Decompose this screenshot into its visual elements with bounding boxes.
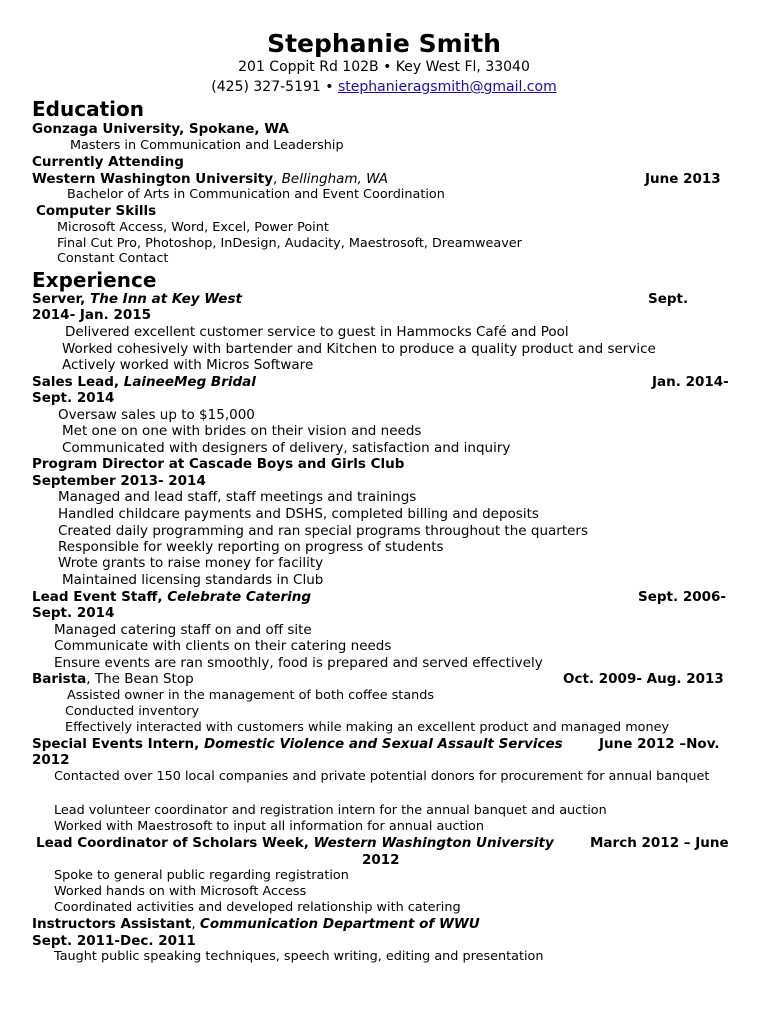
job-title: Program Director at Cascade Boys and Girls Club	[32, 456, 405, 472]
job-org: Celebrate Catering	[167, 589, 312, 605]
job-title-line	[32, 918, 480, 932]
job-bullet: Responsible for weekly reporting on progress of students	[58, 539, 444, 555]
job-title: Instructors Assistant	[32, 916, 192, 932]
job-bullet: Ensure events are ran smoothly, food is prepared and served effectively	[54, 655, 543, 671]
job-bullet: Assisted owner in the management of both coffee stands	[67, 688, 435, 703]
job-org-sep: ,	[191, 916, 200, 932]
job-title: Server,	[32, 291, 90, 307]
job-bullet: Communicate with clients on their catering needs	[54, 638, 392, 654]
job-date-cont: 2014- Jan. 2015	[32, 307, 152, 323]
job-date-cont: 2012	[32, 752, 70, 768]
phone-email-line	[0, 80, 768, 94]
address-line: 201 Coppit Rd 102B • Key West Fl, 33040	[238, 59, 530, 75]
job-date: Sept. 2006-	[638, 589, 727, 605]
job-date-cont: Sept. 2014	[32, 390, 115, 406]
skills-heading: Computer Skills	[36, 203, 157, 219]
education-heading: Education	[32, 97, 144, 121]
job-title: Sales Lead,	[32, 374, 124, 390]
job-bullet: Conducted inventory	[65, 704, 200, 719]
wwu-school-line	[32, 173, 388, 187]
job-bullet: Worked hands on with Microsoft Access	[54, 884, 307, 899]
job-date: March 2012 – June	[590, 835, 729, 851]
job-date: September 2013- 2014	[32, 473, 206, 489]
job-org: Western Washington University	[313, 835, 554, 851]
job-date: Sept.	[648, 291, 689, 307]
job-bullet: Delivered excellent customer service to guest in Hammocks Café and Pool	[65, 324, 569, 340]
resume-name: Stephanie Smith	[267, 29, 501, 58]
gonzaga-degree: Masters in Communication and Leadership	[70, 138, 344, 153]
job-title-line	[32, 376, 256, 390]
job-bullet: Created daily programming and ran special programs throughout the quarters	[58, 523, 589, 539]
job-bullet: Spoke to general public regarding registration	[54, 868, 349, 883]
skill-item: Constant Contact	[57, 251, 169, 266]
job-bullet: Actively worked with Micros Software	[62, 357, 314, 373]
job-org: Communication Department of WWU	[199, 916, 480, 932]
job-bullet: Worked with Maestrosoft to input all information for annual auction	[54, 819, 484, 834]
job-bullet: Worked cohesively with bartender and Kitchen to produce a quality product and service	[62, 341, 656, 357]
job-date: Sept. 2011-Dec. 2011	[32, 933, 196, 949]
job-org: LaineeMeg Bridal	[123, 374, 256, 390]
job-date: June 2012 –Nov.	[599, 736, 720, 752]
job-title-line	[32, 738, 563, 752]
wwu-school: Western Washington University	[32, 171, 274, 187]
wwu-sep: ,	[273, 171, 282, 187]
job-date-cont: 2012	[362, 852, 400, 868]
job-date: Jan. 2014-	[652, 374, 729, 390]
job-bullet: Handled childcare payments and DSHS, completed billing and deposits	[58, 506, 539, 522]
job-bullet: Managed catering staff on and off site	[54, 622, 312, 638]
skill-item: Microsoft Access, Word, Excel, Power Point	[57, 220, 329, 235]
wwu-degree: Bachelor of Arts in Communication and Event Coordination	[67, 187, 445, 202]
experience-heading: Experience	[32, 268, 157, 292]
job-date-cont: Sept. 2014	[32, 605, 115, 621]
job-title: Lead Event Staff,	[32, 589, 168, 605]
gonzaga-school: Gonzaga University, Spokane, WA	[32, 121, 289, 137]
job-bullet: Wrote grants to raise money for facility	[58, 555, 324, 571]
job-title-line	[32, 673, 194, 687]
job-bullet: Lead volunteer coordinator and registration intern for the annual banquet and auction	[54, 803, 607, 818]
gonzaga-status: Currently Attending	[32, 154, 184, 170]
job-title: Barista	[32, 671, 87, 687]
job-bullet: Contacted over 150 local companies and private potential donors for procurement for annual banquet	[54, 769, 710, 784]
job-bullet: Managed and lead staff, staff meetings and trainings	[58, 489, 417, 505]
job-bullet: Oversaw sales up to $15,000	[58, 407, 255, 423]
job-bullet: Taught public speaking techniques, speech writing, editing and presentation	[54, 949, 544, 964]
job-org: Domestic Violence and Sexual Assault Services	[203, 736, 563, 752]
wwu-date: June 2013	[645, 171, 721, 187]
job-title: Lead Coordinator of Scholars Week,	[36, 835, 314, 851]
job-org: The Inn at Key West	[90, 291, 242, 307]
job-org: , The Bean Stop	[86, 671, 194, 687]
job-bullet: Communicated with designers of delivery, satisfaction and inquiry	[62, 440, 511, 456]
job-title: Special Events Intern,	[32, 736, 204, 752]
job-title-line	[32, 591, 311, 605]
job-bullet: Maintained licensing standards in Club	[62, 572, 324, 588]
job-title-line	[32, 293, 242, 307]
email-link[interactable]: stephanieragsmith@gmail.com	[337, 79, 557, 95]
job-bullet: Met one on one with brides on their vision and needs	[62, 423, 422, 439]
job-title-line	[36, 837, 554, 851]
job-bullet: Coordinated activities and developed relationship with catering	[54, 900, 461, 915]
phone-number: (425) 327-5191 •	[211, 79, 338, 95]
job-bullet: Effectively interacted with customers while making an excellent product and managed money	[65, 720, 670, 735]
skill-item: Final Cut Pro, Photoshop, InDesign, Audacity, Maestrosoft, Dreamweaver	[57, 236, 522, 251]
job-date: Oct. 2009- Aug. 2013	[563, 671, 724, 687]
wwu-location: Bellingham, WA	[281, 171, 389, 187]
